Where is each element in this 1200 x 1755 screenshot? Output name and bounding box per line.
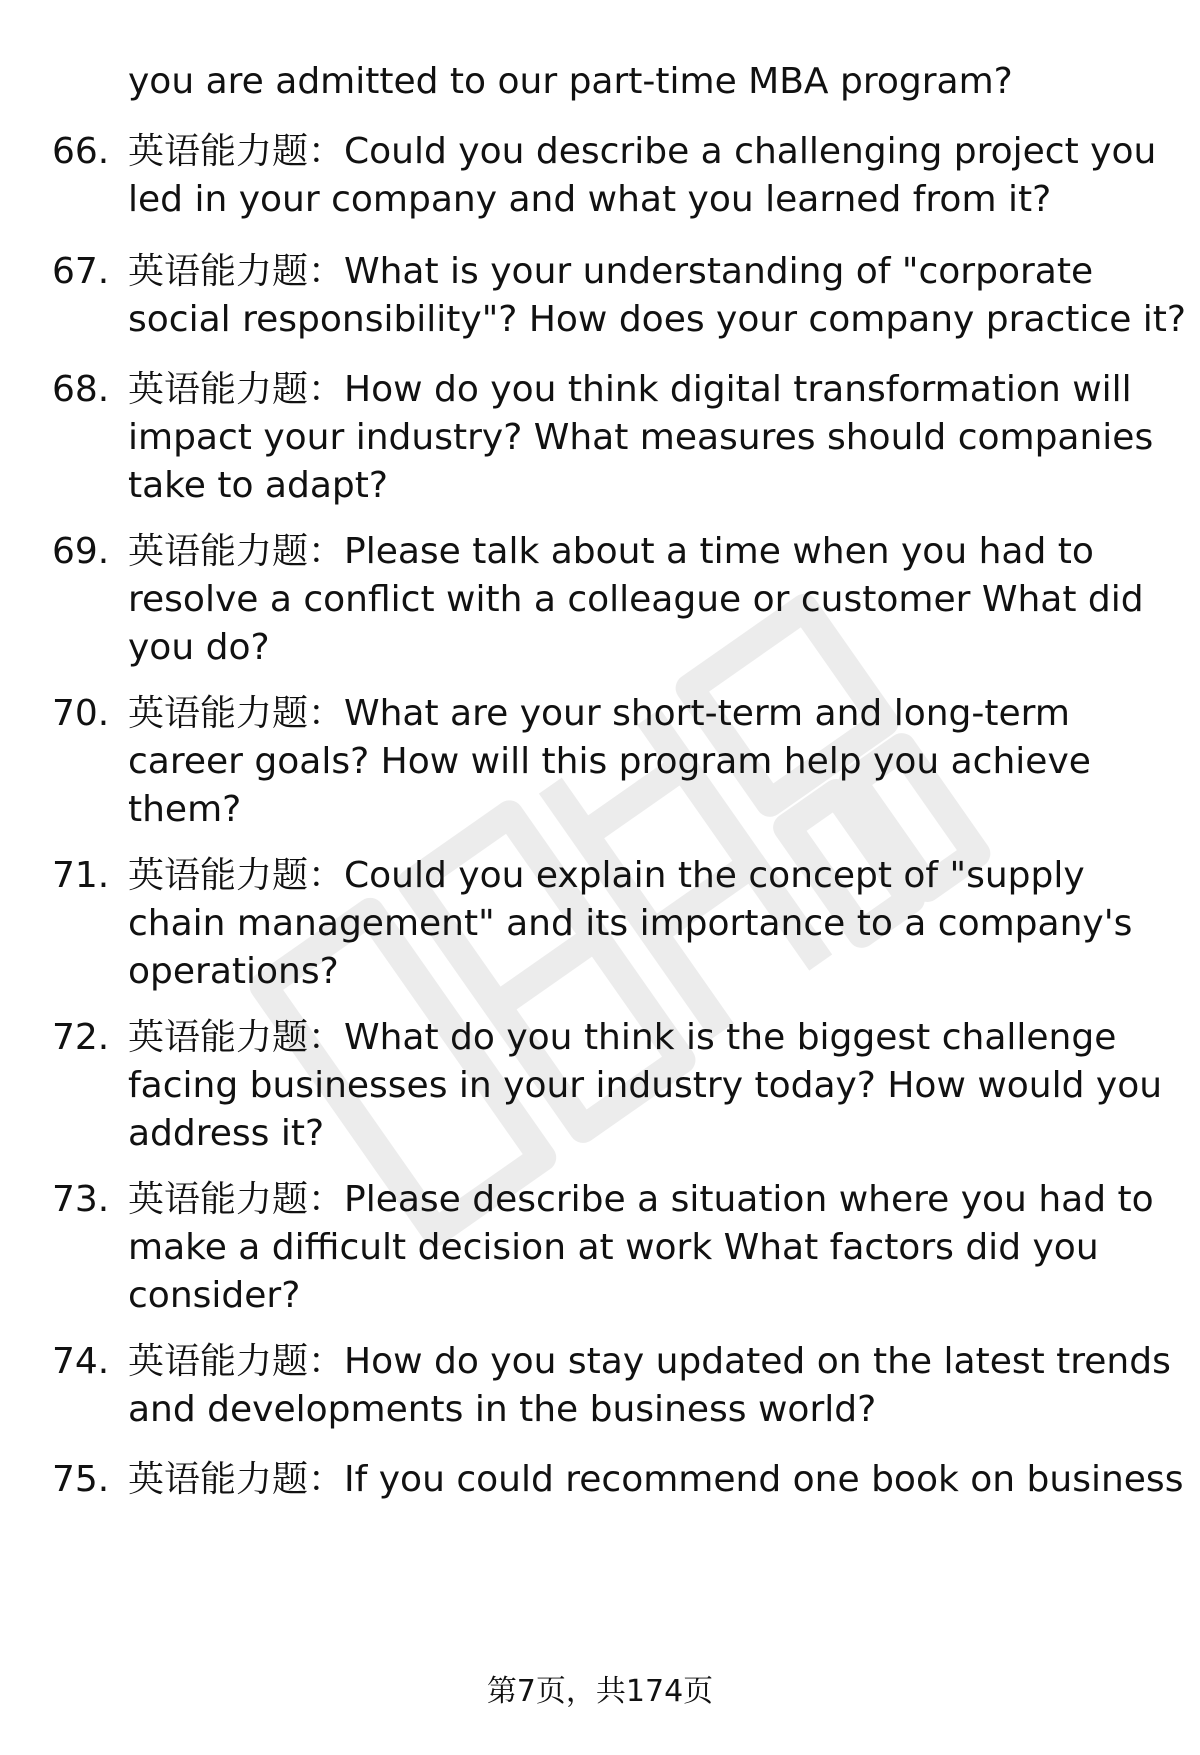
question-text: [128, 366, 1154, 510]
question-number: 71.: [52, 855, 110, 896]
question-line: 英语能力题：Please describe a situation where you had to: [128, 1179, 1154, 1220]
continuation-line: you are admitted to our part-time MBA program?: [128, 61, 1013, 102]
question-number: 74.: [52, 1341, 110, 1382]
question-number: 70.: [52, 693, 110, 734]
question-line: and developments in the business world?: [128, 1389, 877, 1430]
question-text: [128, 528, 1148, 672]
question-line: 英语能力题：How do you stay updated on the latest trends: [128, 1341, 1171, 1382]
page-footer: 第7页，共174页: [486, 1674, 714, 1709]
question-line: you do?: [128, 627, 270, 668]
question-line: 英语能力题：If you could recommend one book on business: [128, 1459, 1184, 1500]
question-line: chain management" and its importance to a company's: [128, 903, 1133, 944]
question-line: career goals? How will this program help you achieve: [128, 741, 1091, 782]
question-text: [128, 690, 1148, 834]
question-line: impact your industry? What measures should companies: [128, 417, 1154, 458]
question-text: [128, 1456, 1184, 1504]
question-line: 英语能力题：Could you describe a challenging project you: [128, 131, 1157, 172]
question-line: social responsibility"? How does your company practice it?: [128, 299, 1187, 340]
question-line: take to adapt?: [128, 465, 388, 506]
question-line: 英语能力题：What do you think is the biggest challenge: [128, 1017, 1117, 1058]
question-line: operations?: [128, 951, 339, 992]
question-number: 69.: [52, 531, 110, 572]
question-text: [128, 852, 1148, 996]
question-number: 72.: [52, 1017, 110, 1058]
question-number: 75.: [52, 1459, 110, 1500]
question-text: [128, 1176, 1154, 1320]
question-line: resolve a conflict with a colleague or customer What did: [128, 579, 1144, 620]
question-line: make a difficult decision at work What factors did you: [128, 1227, 1099, 1268]
question-line: 英语能力题：What is your understanding of "corporate: [128, 251, 1094, 292]
question-line: 英语能力题：Please talk about a time when you had to: [128, 531, 1094, 572]
question-line: them?: [128, 789, 242, 830]
question-line: address it?: [128, 1113, 325, 1154]
question-line: consider?: [128, 1275, 301, 1316]
question-line: 英语能力题：What are your short-term and long-term: [128, 693, 1070, 734]
question-number: 73.: [52, 1179, 110, 1220]
question-text: [128, 128, 1157, 224]
question-line: 英语能力题：How do you think digital transformation will: [128, 369, 1132, 410]
question-line: facing businesses in your industry today? How would you: [128, 1065, 1163, 1106]
question-number: 66.: [52, 131, 110, 172]
question-text: [128, 248, 1187, 344]
question-line: led in your company and what you learned from it?: [128, 179, 1052, 220]
question-text: [128, 1338, 1171, 1434]
question-line: 英语能力题：Could you explain the concept of "supply: [128, 855, 1085, 896]
question-text: [128, 1014, 1163, 1158]
question-number: 67.: [52, 251, 110, 292]
question-number: 68.: [52, 369, 110, 410]
